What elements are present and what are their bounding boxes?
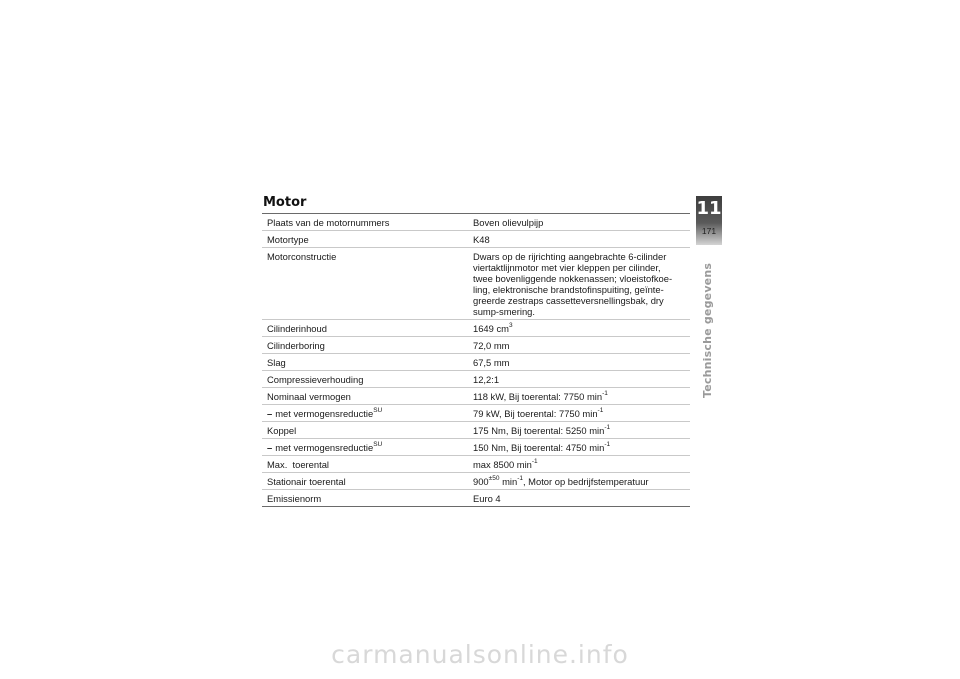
- chapter-number: 11: [696, 198, 722, 219]
- row-value: $900^{\pm 50}$ $\min^{-1}$, Motor op bedrijfstemperatuur: [473, 473, 690, 490]
- row-label: Cilinderinhoud: [262, 320, 473, 337]
- superscript: -1: [597, 406, 604, 414]
- row-value: Boven olievulpijp: [473, 214, 690, 231]
- row-label: Stationair toerental: [262, 473, 473, 490]
- table-row: [262, 231, 690, 248]
- table-row: [262, 320, 690, 337]
- row-value: Euro 4: [473, 490, 690, 507]
- table-row: [262, 439, 690, 456]
- row-value: 72,0 mm: [473, 337, 690, 354]
- table-row: [262, 214, 690, 231]
- chapter-tab: [696, 196, 722, 245]
- superscript: -1: [602, 389, 608, 397]
- table-row: [262, 371, 690, 388]
- section-title: Motor: [263, 195, 307, 210]
- superscript: -1: [531, 457, 538, 465]
- row-label: Motorconstructie: [262, 248, 473, 320]
- row-value: Dwars op de rijrichting aangebrachte 6-cilinder viertaktlijnmotor met vier kleppen per cilinder, twee bovenliggende nokkenassen; vloeistofkoe-ling, elektronische brandstofinspuiting, geïnte-greerde zestraps cassetteversnellingsbak, dry sump-smering.: [473, 248, 690, 320]
- row-label: Slag: [262, 354, 473, 371]
- row-value: 79 kW, Bij toerental: 7750 $\min^{-1}$: [473, 405, 690, 422]
- page-number: 171: [701, 226, 717, 236]
- spec-table: [262, 213, 690, 507]
- row-value: 67,5 mm: [473, 354, 690, 371]
- superscript: -1: [517, 474, 523, 482]
- superscript: 3: [508, 321, 513, 329]
- table-row: [262, 248, 690, 320]
- row-value: K48: [473, 231, 690, 248]
- table-row: [262, 405, 690, 422]
- superscript: SU: [373, 406, 383, 414]
- row-label: Motortype: [262, 231, 473, 248]
- row-value: 150 Nm, Bij toerental: 4750 $\min^{-1}$: [473, 439, 690, 456]
- table-row: [262, 337, 690, 354]
- row-label: Compressieverhouding: [262, 371, 473, 388]
- row-label: Plaats van de motornummers: [262, 214, 473, 231]
- superscript: SU: [373, 440, 383, 448]
- table-row: [262, 456, 690, 473]
- row-value: 12,2:1: [473, 371, 690, 388]
- row-label: Koppel: [262, 422, 473, 439]
- row-value: 118 kW, Bij toerental: 7750 $\min^{-1}$: [473, 388, 690, 405]
- superscript: ±50: [488, 474, 500, 482]
- row-value: 1649 $cm^3$: [473, 320, 690, 337]
- row-label: – met vermogensreductie$^{SU}$: [262, 405, 473, 422]
- row-value: 175 Nm, Bij toerental: 5250 $\min^{-1}$: [473, 422, 690, 439]
- row-label: Cilinderboring: [262, 337, 473, 354]
- chapter-side-title: Technische gegevens: [701, 262, 714, 398]
- row-label: Emissienorm: [262, 490, 473, 507]
- table-row: [262, 473, 690, 490]
- row-label: Nominaal vermogen: [262, 388, 473, 405]
- superscript: -1: [604, 440, 611, 448]
- row-value: max 8500 $\min^{-1}$: [473, 456, 690, 473]
- watermark: carmanualsonline.info: [331, 640, 629, 669]
- table-row: [262, 354, 690, 371]
- superscript: -1: [604, 423, 611, 431]
- table-row: [262, 490, 690, 507]
- table-row: [262, 388, 690, 405]
- table-row: [262, 422, 690, 439]
- row-label: – met vermogensreductie$^{SU}$: [262, 439, 473, 456]
- row-label: Max. toerental: [262, 456, 473, 473]
- dash-marker: –: [267, 408, 273, 419]
- dash-marker: –: [267, 442, 273, 453]
